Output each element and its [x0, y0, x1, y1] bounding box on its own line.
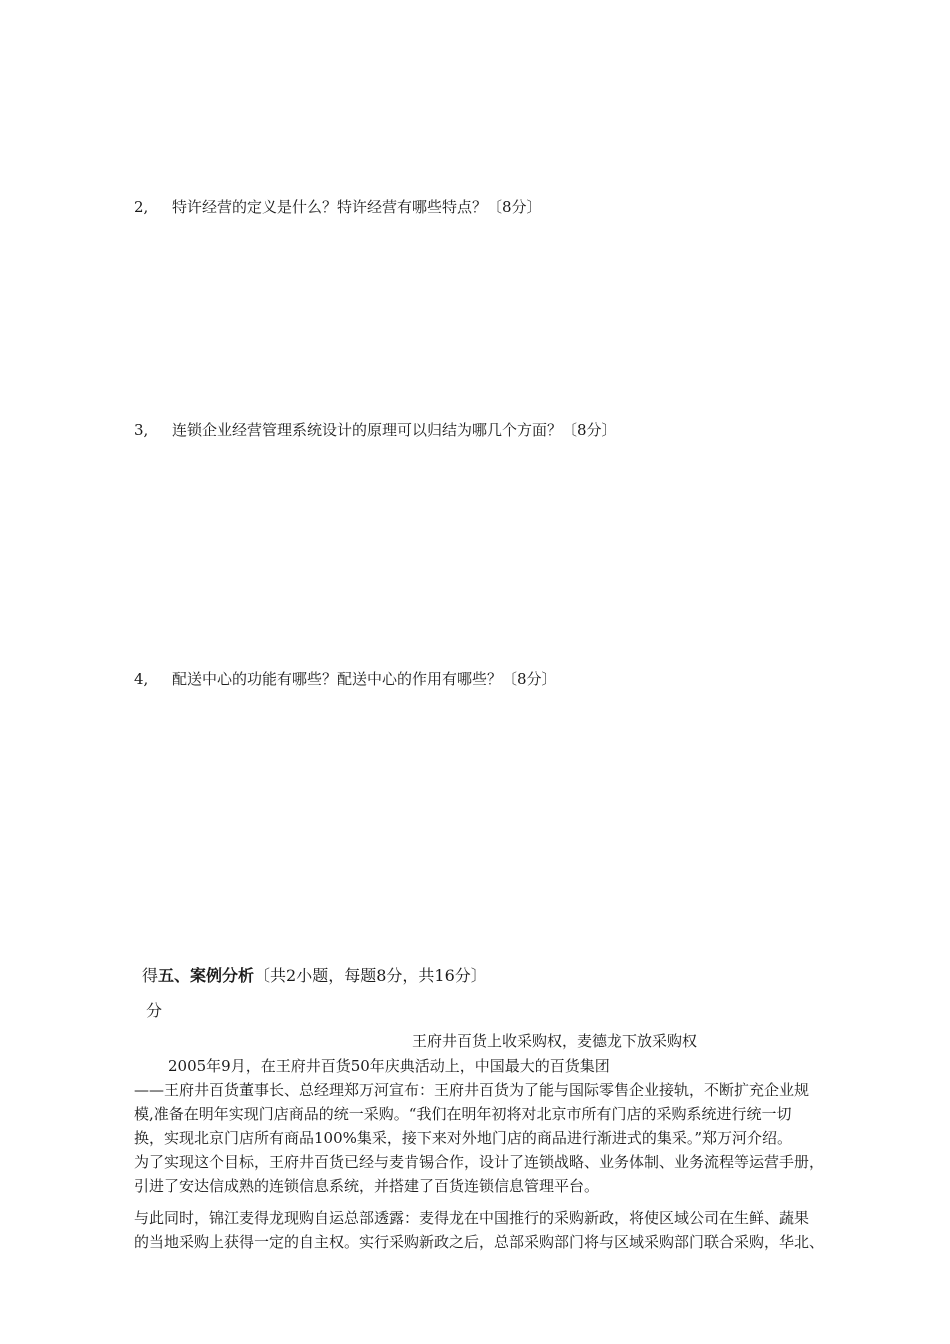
score-label: 得 — [142, 966, 159, 985]
case-line: ——王府井百货董事长、总经理郑万河宣布：王府井百货为了能与国际零售企业接轨，不断扩充企业规 — [134, 1081, 810, 1099]
case-line: 换，实现北京门店所有商品100%集采，接下来对外地门店的商品进行渐进式的集采。”郑万河介绍。 — [134, 1129, 793, 1147]
case-line: 引进了安达信成熟的连锁信息系统，并搭建了百货连锁信息管理平台。 — [134, 1177, 600, 1195]
score-label-2: 分 — [146, 1001, 163, 1020]
case-line: 为了实现这个目标，王府井百货已经与麦肯锡合作，设计了连锁战略、业务体制、业务流程等运营手册， — [134, 1153, 825, 1171]
case-line: 的当地采购上获得一定的自主权。实行采购新政之后，总部采购部门将与区域采购部门联合采购，华北、 — [134, 1233, 825, 1251]
question-text: 连锁企业经营管理系统设计的原理可以归结为哪几个方面？〔8分〕 — [172, 421, 617, 439]
question-number: 2, — [134, 198, 149, 216]
section-title: 五、案例分析 — [158, 966, 255, 985]
question-text: 配送中心的功能有哪些？配送中心的作用有哪些？〔8分〕 — [172, 670, 557, 688]
case-line: 模,准备在明年实现门店商品的统一采购。“我们在明年初将对北京市所有门店的采购系统进行统一切 — [134, 1105, 792, 1123]
question-number: 3, — [134, 421, 149, 439]
question-2 — [134, 196, 542, 217]
question-4 — [134, 668, 557, 689]
question-number: 4, — [134, 670, 149, 688]
case-line: 2005年9月，在王府井百货50年庆典活动上，中国最大的百货集团 — [168, 1057, 610, 1075]
case-title: 王府井百货上收采购权，麦德龙下放采购权 — [412, 1032, 698, 1050]
section-heading — [142, 963, 487, 986]
question-text: 特许经营的定义是什么？特许经营有哪些特点？〔8分〕 — [172, 198, 542, 216]
section-note: 〔共2小题，每题8分，共16分〕 — [254, 966, 487, 985]
case-line: 与此同时，锦江麦得龙现购自运总部透露：麦得龙在中国推行的采购新政，将使区域公司在生鲜、蔬果 — [134, 1209, 810, 1227]
question-3 — [134, 419, 617, 440]
